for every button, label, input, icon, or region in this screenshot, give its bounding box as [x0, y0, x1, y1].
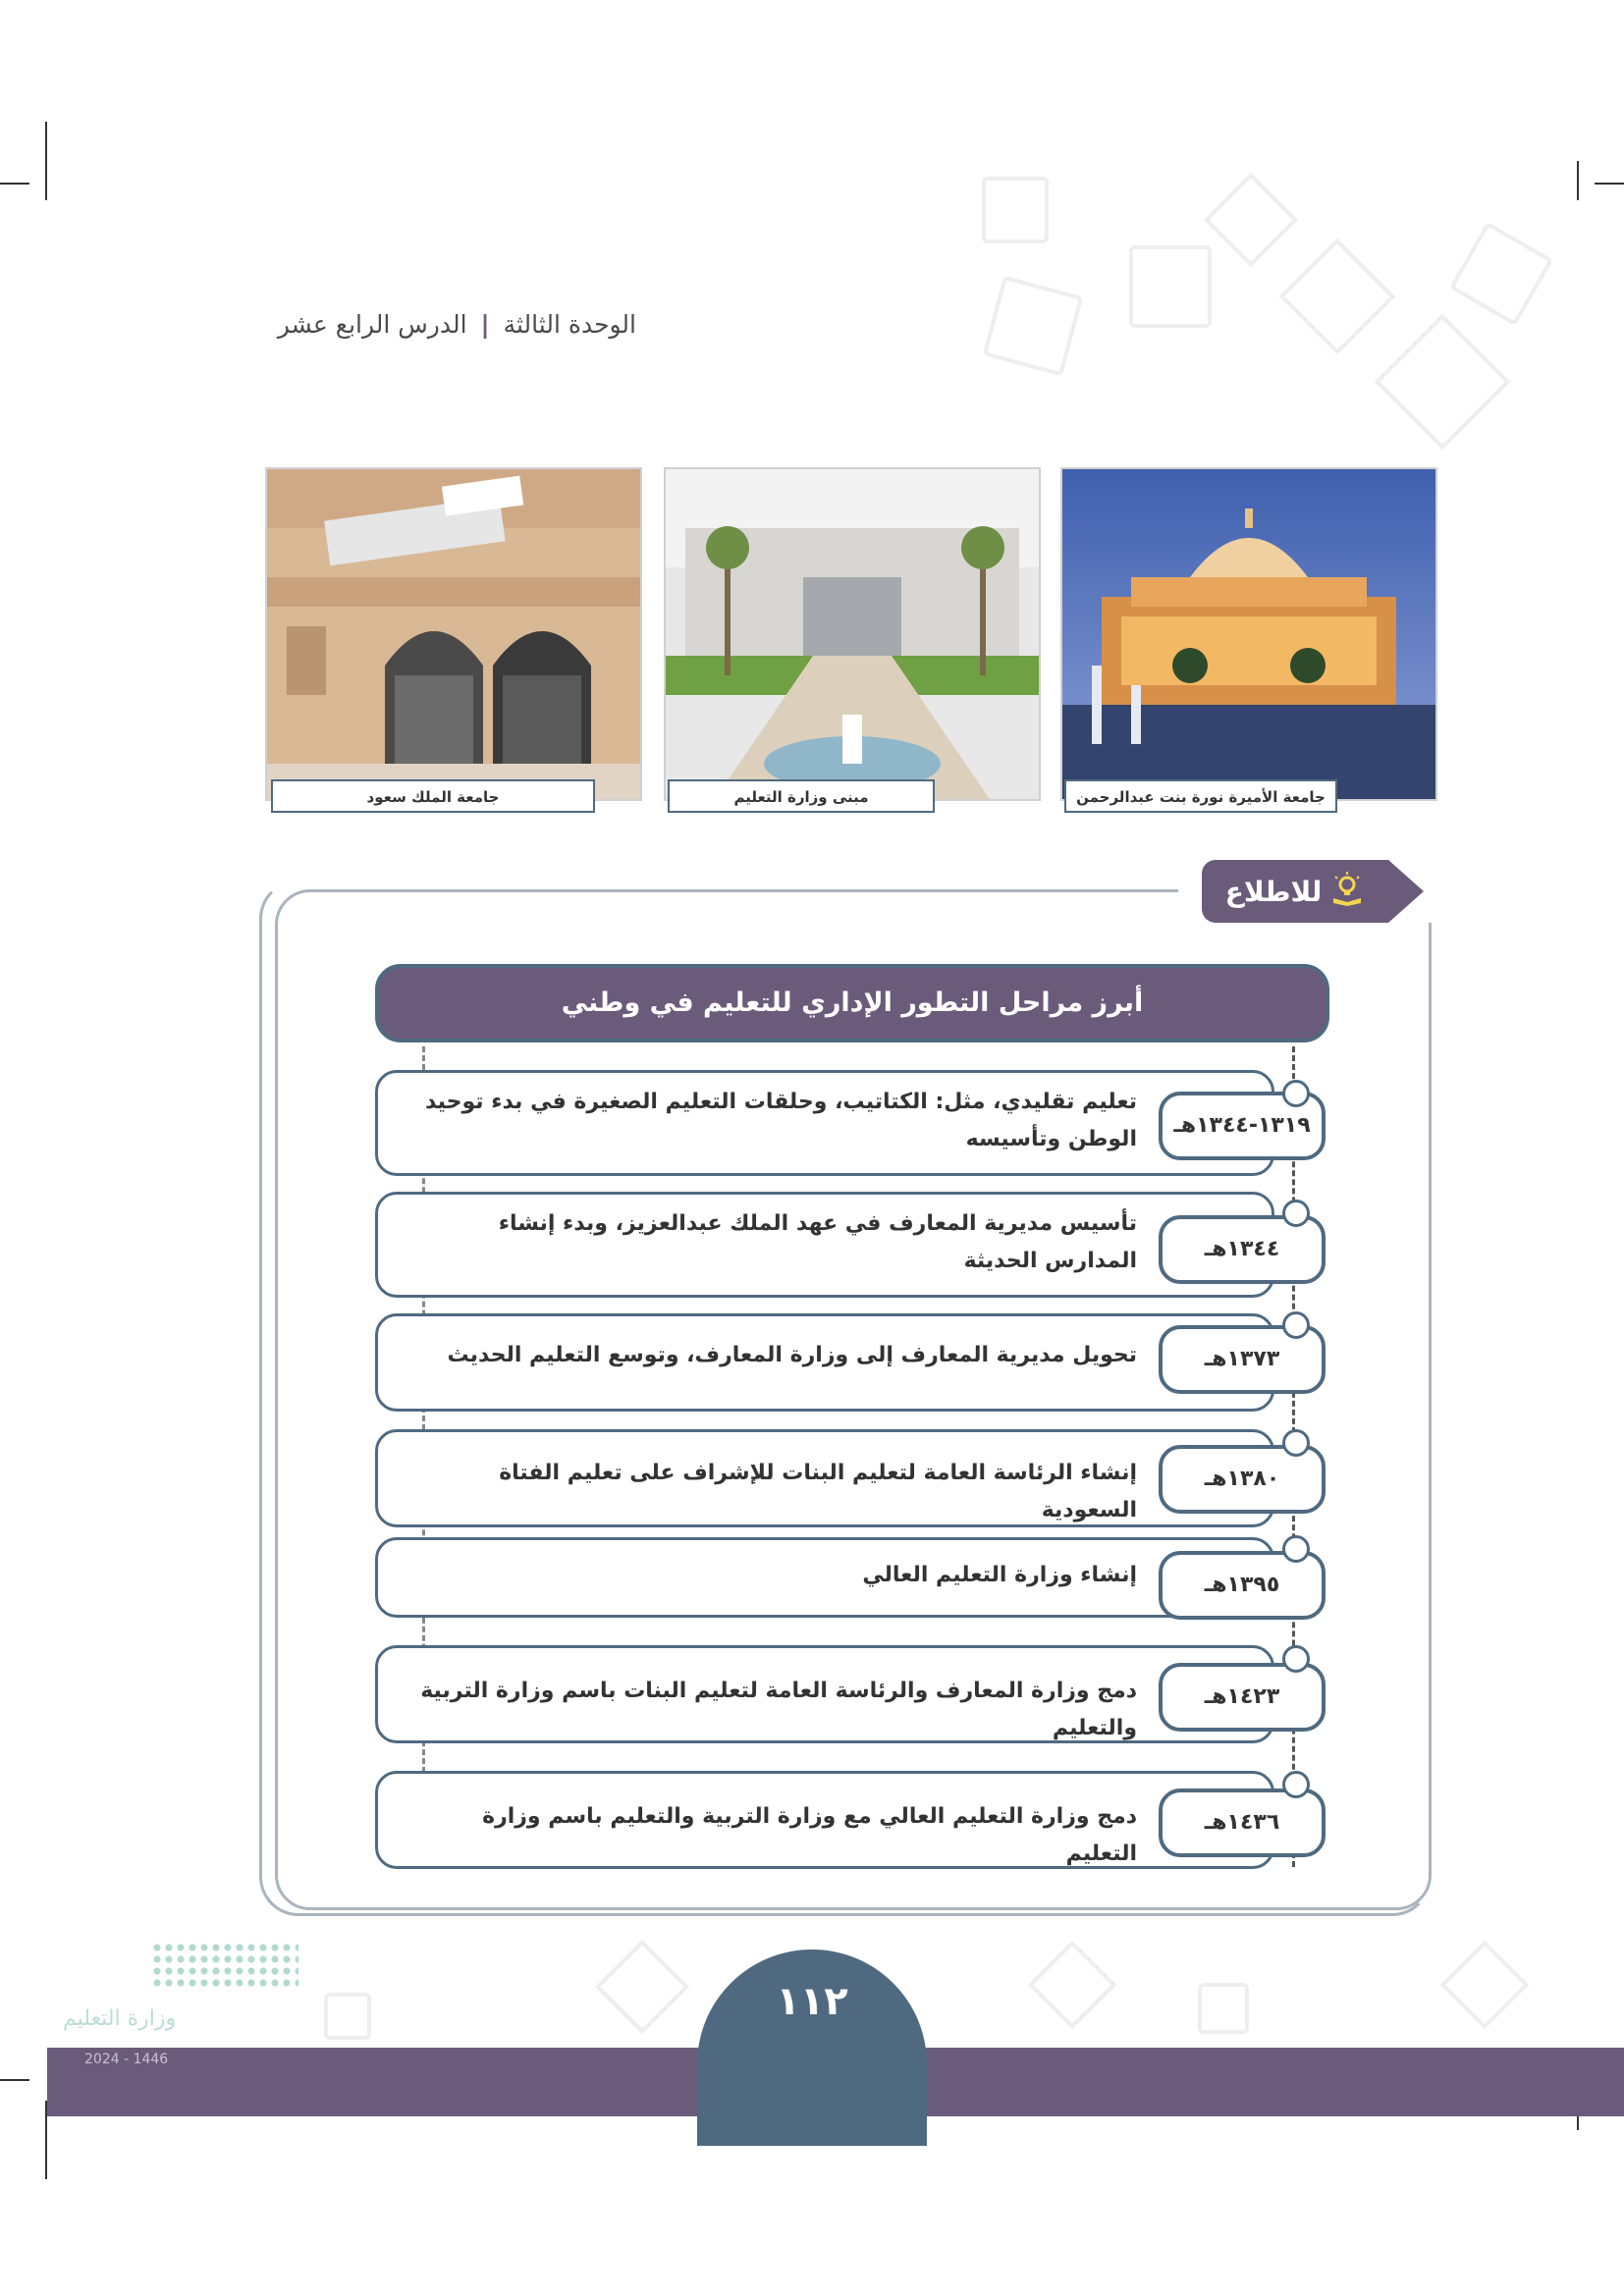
timeline-date: ١٣١٩-١٣٤٤هـ: [1159, 1092, 1326, 1160]
domed-university-photo: [1060, 467, 1437, 801]
photo-caption: جامعة الأميرة نورة بنت عبدالرحمن: [1064, 779, 1337, 813]
decorative-diamond: [1204, 173, 1298, 267]
badge-arrow: [1388, 860, 1424, 923]
timeline-date: ١٣٩٥هـ: [1159, 1551, 1326, 1620]
info-badge-label: للاطلاع: [1224, 875, 1323, 908]
timeline-row-text: تحويل مديرية المعارف إلى وزارة المعارف، وتوسع التعليم الحديث: [447, 1343, 1137, 1367]
crop-mark: [0, 2079, 29, 2081]
timeline-title: أبرز مراحل التطور الإداري للتعليم في وطني: [375, 964, 1329, 1042]
header-separator: |: [480, 310, 490, 339]
decorative-square: [983, 276, 1084, 377]
timeline-date: ١٣٧٣هـ: [1159, 1325, 1326, 1394]
ministry-logo-text: وزارة التعليم: [63, 2006, 177, 2031]
lightbulb-book-icon: [1329, 871, 1365, 913]
footer-year: 2024 - 1446: [84, 2052, 169, 2067]
decorative-diamond: [1375, 314, 1511, 451]
timeline-node: [1282, 1080, 1310, 1107]
decorative-diamond: [1440, 1941, 1530, 2030]
timeline-node: [1282, 1645, 1310, 1673]
info-badge: [1202, 860, 1388, 923]
timeline-row-text: تعليم تقليدي، مثل: الكتاتيب، وحلقات التعليم الصغيرة في بدء توحيد الوطن وتأسيسه: [424, 1090, 1137, 1151]
timeline-node: [1282, 1771, 1310, 1798]
timeline-node: [1282, 1311, 1310, 1339]
timeline-node: [1282, 1200, 1310, 1227]
timeline-date: ١٤٣٦هـ: [1159, 1789, 1326, 1857]
decorative-square: [1198, 1983, 1249, 2034]
timeline-row-text: دمج وزارة المعارف والرئاسة العامة لتعليم البنات باسم وزارة التربية والتعليم: [420, 1679, 1137, 1740]
timeline-date: ١٣٨٠هـ: [1159, 1445, 1326, 1514]
decorative-diamond: [1279, 239, 1396, 355]
timeline-row-text: دمج وزارة التعليم العالي مع وزارة التربية والتعليم باسم وزارة التعليم: [482, 1804, 1137, 1866]
ministry-building-photo: [664, 467, 1041, 801]
timeline-row-text: إنشاء وزارة التعليم العالي: [862, 1563, 1137, 1587]
crop-mark: [0, 183, 29, 185]
decorative-square: [982, 177, 1049, 243]
university-building-photo: [265, 467, 642, 801]
photo-caption: جامعة الملك سعود: [271, 779, 595, 813]
timeline-node: [1282, 1535, 1310, 1563]
page-number: ١١٢: [776, 1979, 848, 2024]
lesson-title: الدرس الرابع عشر: [277, 310, 467, 339]
crop-mark: [1577, 161, 1579, 200]
decorative-diamond: [595, 1940, 689, 2034]
frame-gap: [1355, 923, 1404, 942]
decorative-diamond: [1028, 1941, 1117, 2030]
timeline-date: ١٤٢٣هـ: [1159, 1663, 1326, 1732]
unit-title: الوحدة الثالثة: [503, 310, 636, 339]
decorative-square: [324, 1993, 371, 2040]
crop-mark: [45, 122, 47, 200]
crop-mark: [1595, 183, 1624, 185]
timeline-node: [1282, 1429, 1310, 1457]
decorative-square: [1449, 222, 1554, 327]
decorative-square: [1129, 245, 1212, 328]
timeline-date: ١٣٤٤هـ: [1159, 1215, 1326, 1284]
timeline-row-text: إنشاء الرئاسة العامة لتعليم البنات للإشراف على تعليم الفتاة السعودية: [499, 1461, 1137, 1522]
timeline-row-text: تأسيس مديرية المعارف في عهد الملك عبدالعزيز، وبدء إنشاء المدارس الحديثة: [498, 1211, 1137, 1273]
ministry-logo-mark: [151, 1942, 298, 1991]
photo-caption: مبنى وزارة التعليم: [668, 779, 935, 813]
page-header: [263, 310, 636, 339]
